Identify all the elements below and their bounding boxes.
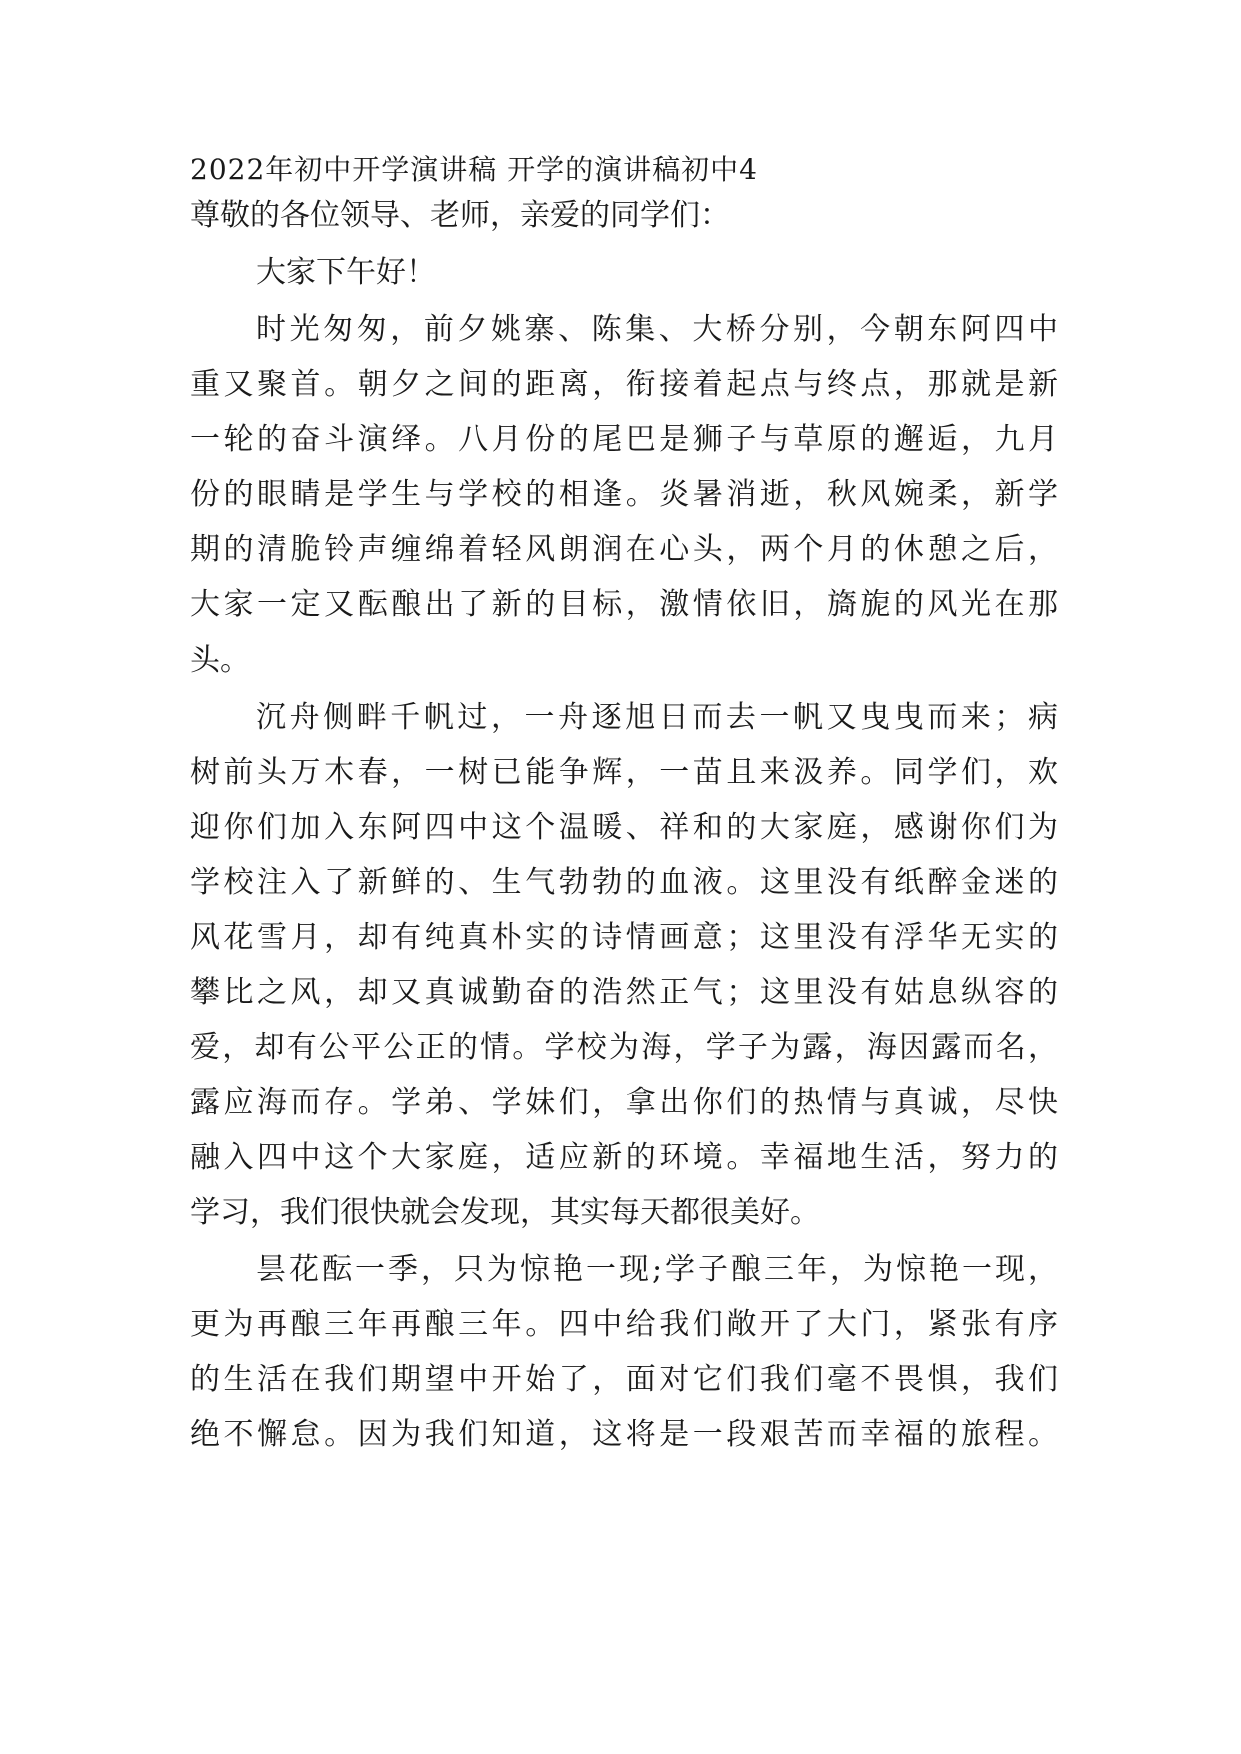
salutation: 尊敬的各位领导、老师，亲爱的同学们： — [190, 198, 730, 233]
paragraph-line: 沉舟侧畔千帆过，一舟逐旭日而去一帆又曳曳而来；病 — [256, 700, 1058, 735]
paragraph-line: 攀比之风，却又真诚勤奋的浩然正气；这里没有姑息纵容的 — [190, 975, 1058, 1010]
paragraph-line: 头。 — [190, 643, 250, 678]
paragraph-line: 绝不懈怠。因为我们知道，这将是一段艰苦而幸福的旅程。 — [190, 1417, 1058, 1452]
paragraph-line: 时光匆匆，前夕姚寨、陈集、大桥分别，今朝东阿四中 — [256, 312, 1058, 347]
document-title: 2022年初中开学演讲稿 开学的演讲稿初中4 — [190, 153, 758, 186]
paragraph-line: 一轮的奋斗演绎。八月份的尾巴是狮子与草原的邂逅，九月 — [190, 422, 1058, 457]
paragraph-line: 融入四中这个大家庭，适应新的环境。幸福地生活，努力的 — [190, 1140, 1058, 1175]
paragraph-line: 期的清脆铃声缠绵着轻风朗润在心头，两个月的休憩之后， — [190, 532, 1058, 567]
paragraph-line: 更为再酿三年再酿三年。四中给我们敞开了大门，紧张有序 — [190, 1307, 1058, 1342]
paragraph-line: 学校注入了新鲜的、生气勃勃的血液。这里没有纸醉金迷的 — [190, 865, 1058, 900]
paragraph-line: 树前头万木春，一树已能争辉，一苗且来汲养。同学们，欢 — [190, 755, 1058, 790]
paragraph-line: 大家一定又酝酿出了新的目标，激情依旧，旖旎的风光在那 — [190, 587, 1058, 622]
paragraph-line: 学习，我们很快就会发现，其实每天都很美好。 — [190, 1195, 820, 1230]
paragraph-line: 迎你们加入东阿四中这个温暖、祥和的大家庭，感谢你们为 — [190, 810, 1058, 845]
paragraph-line: 份的眼睛是学生与学校的相逢。炎暑消逝，秋风婉柔，新学 — [190, 477, 1058, 512]
paragraph-line: 重又聚首。朝夕之间的距离，衔接着起点与终点，那就是新 — [190, 367, 1058, 402]
greeting: 大家下午好！ — [256, 255, 436, 290]
paragraph-line: 风花雪月，却有纯真朴实的诗情画意；这里没有浮华无实的 — [190, 920, 1058, 955]
paragraph-line: 昙花酝一季，只为惊艳一现;学子酿三年，为惊艳一现， — [256, 1252, 1058, 1287]
paragraph-line: 露应海而存。学弟、学妹们，拿出你们的热情与真诚，尽快 — [190, 1085, 1058, 1120]
paragraph-line: 爱，却有公平公正的情。学校为海，学子为露，海因露而名， — [190, 1030, 1058, 1065]
paragraph-line: 的生活在我们期望中开始了，面对它们我们毫不畏惧，我们 — [190, 1362, 1058, 1397]
